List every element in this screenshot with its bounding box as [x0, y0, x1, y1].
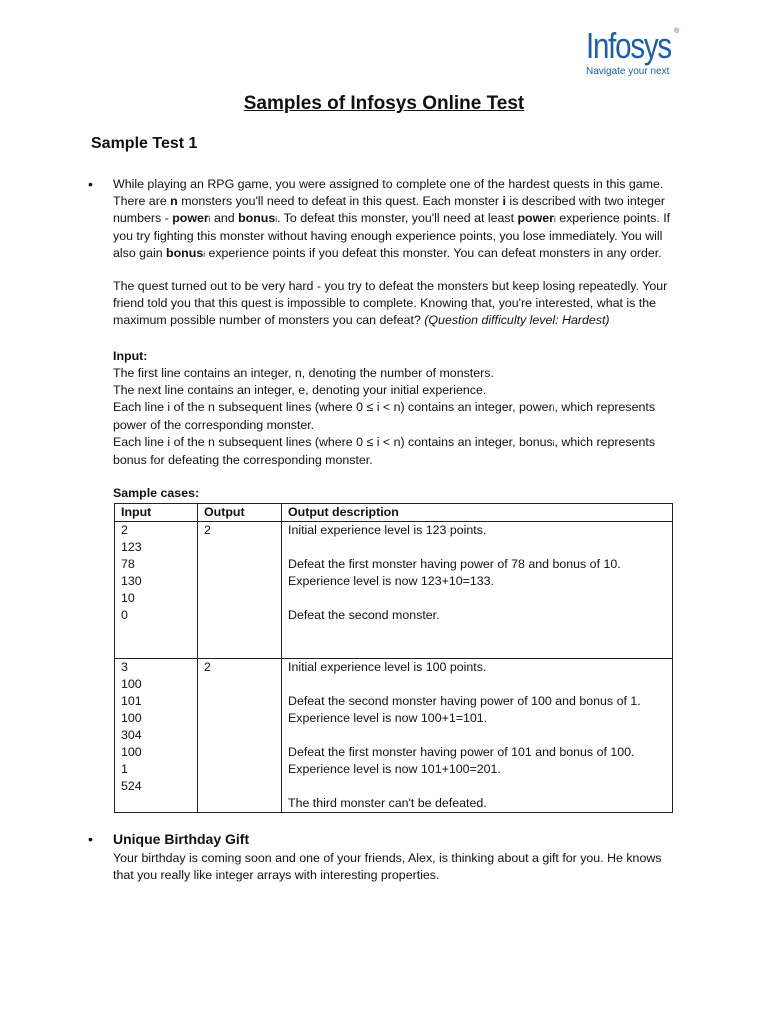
page-title: Samples of Infosys Online Test [243, 93, 525, 114]
logo-tagline: Navigate your next [586, 66, 670, 77]
header-output: Output [198, 504, 282, 522]
q2-description: Your birthday is coming soon and one of your friends, Alex, is thinking about a gift for you. He knows that you really like integer arrays with interesting properties. [113, 851, 662, 882]
header-output-description: Output description [282, 504, 673, 522]
cell-output: 2 [198, 522, 282, 659]
sample-cases-table [114, 503, 673, 813]
table-row [115, 522, 673, 659]
cell-input: 3 100 101 100 304 100 1 524 [115, 659, 198, 813]
bullet-q1: • [88, 176, 93, 192]
q2-title: Unique Birthday Gift [113, 831, 250, 847]
header-input: Input [115, 504, 198, 522]
logo-registered-mark: ® [674, 28, 680, 35]
cell-output: 2 [198, 659, 282, 813]
cell-description: Initial experience level is 100 points. Defeat the second monster having power of 100 and bonus of 1. Experience level is now 100+1=101. Defeat the first monster having power of 101 and bonus of 100. Experience level is now 101+100=201. The third monster can't be defeated. [282, 659, 673, 813]
section-title: Sample Test 1 [91, 135, 198, 152]
logo-wordmark: Infosys [586, 25, 671, 66]
q1-description: While playing an RPG game, you were assigned to complete one of the hardest quests in this game. There are n monsters you'll need to defeat in this quest. Each monster i is described with two integer numbers - poweri and bonusi. To defeat this monster, you'll need at least poweri experience points. If you try fighting this monster without having enough experience points, you lose immediately. You will also gain bonusi experience points if you defeat this monster. You can defeat monsters in any order. [113, 177, 671, 260]
q1-story: The quest turned out to be very hard - you try to defeat the monsters but keep losing repeatedly. Your friend told you that this quest is impossible to complete. Knowing that, you're interested, what is the maximum possible number of monsters you can defeat? (Question difficulty level: Hardest) [113, 279, 668, 327]
q1-input-spec: Input: The first line contains an integer, n, denoting the number of monsters. The next line contains an integer, e, denoting your initial experience. Each line i of the n subsequent lines (where 0 ≤ i < n) contains an integer, poweri, which represents power of the corresponding monster. Each line i of the n subsequent lines (where 0 ≤ i < n) contains an integer, bonusi, which represents bonus for defeating the corresponding monster. [113, 348, 683, 469]
sample-cases-label: Sample cases: [113, 486, 200, 500]
table-header-row [115, 504, 673, 522]
cell-description: Initial experience level is 123 points. Defeat the first monster having power of 78 and bonus of 10. Experience level is now 123+10=133. Defeat the second monster. [282, 522, 673, 659]
infosys-logo [586, 25, 682, 78]
table-row [115, 659, 673, 813]
bullet-q2: • [88, 831, 93, 847]
input-label: Input: [113, 349, 148, 363]
cell-input: 2 123 78 130 10 0 [115, 522, 198, 659]
